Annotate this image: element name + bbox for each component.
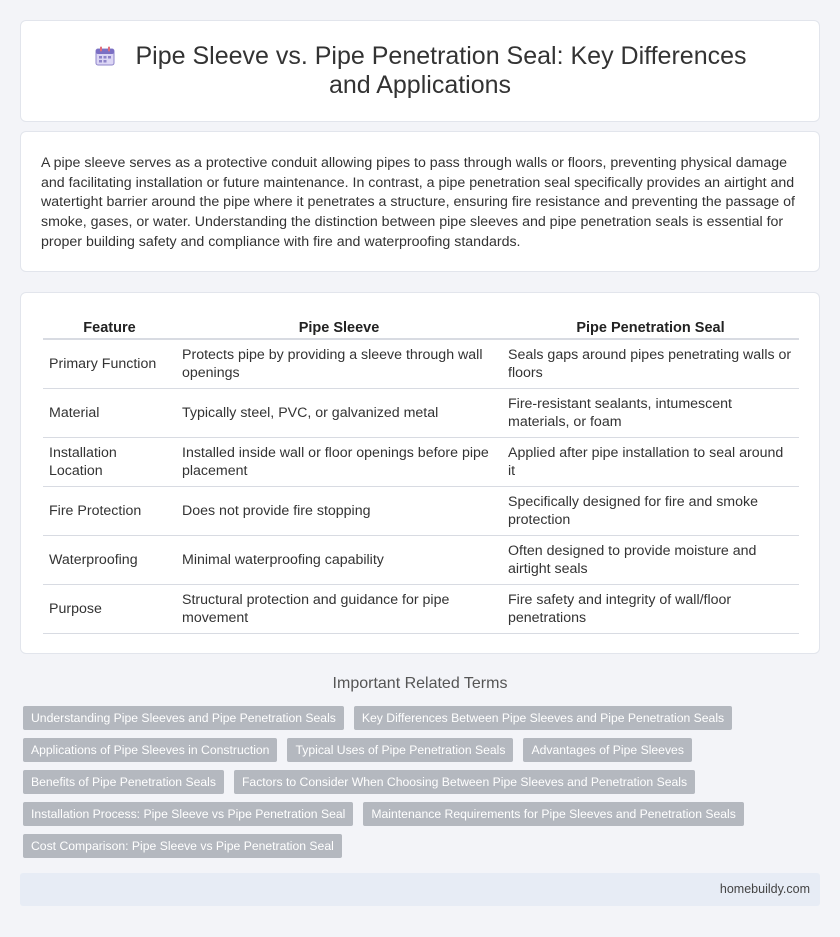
table-row [43,535,799,584]
feature-cell: Fire Protection [43,486,176,535]
pipe-sleeve-cell: Does not provide fire stopping [176,486,502,535]
page-title-text: Pipe Sleeve vs. Pipe Penetration Seal: Key Differences and Applications [135,42,747,99]
footer-site[interactable]: homebuildy.com [719,882,810,896]
penetration-seal-cell: Often designed to provide moisture and airtight seals [502,535,799,584]
pipe-sleeve-cell: Typically steel, PVC, or galvanized metal [176,388,502,437]
tag-row [23,802,823,826]
tag-row [23,834,823,858]
penetration-seal-cell: Specifically designed for fire and smoke protection [502,486,799,535]
related-term-tag[interactable]: Benefits of Pipe Penetration Seals [23,770,224,794]
table-row [43,339,799,388]
related-term-tag[interactable]: Advantages of Pipe Sleeves [523,738,691,762]
feature-cell: Waterproofing [43,535,176,584]
feature-cell: Installation Location [43,437,176,486]
comparison-card [20,292,820,654]
feature-cell: Purpose [43,584,176,633]
header-feature: Feature [43,313,176,339]
title-card [20,20,820,122]
related-term-tag[interactable]: Factors to Consider When Choosing Between Pipe Sleeves and Penetration Seals [234,770,695,794]
page-title [70,42,770,100]
table-row [43,584,799,633]
comparison-table [43,313,799,634]
penetration-seal-cell: Fire safety and integrity of wall/floor penetrations [502,584,799,633]
table-row [43,388,799,437]
footer [20,873,820,906]
related-term-tag[interactable]: Applications of Pipe Sleeves in Construction [23,738,277,762]
intro-paragraph: A pipe sleeve serves as a protective conduit allowing pipes to pass through walls or floors, preventing physical damage and facilitating installation or future maintenance. In contrast, a pipe penetration seal specifically provides an airtight and watertight barrier around the pipe where it penetrates a structure, ensuring fire resistance and preventing the passage of smoke, gases, or water. Understanding the distinction between pipe sleeves and pipe penetration seals is essential for proper building safety and compliance with fire and waterproofing standards. [41,155,795,250]
pipe-sleeve-cell: Minimal waterproofing capability [176,535,502,584]
related-term-tag[interactable]: Understanding Pipe Sleeves and Pipe Penetration Seals [23,706,344,730]
related-term-tag[interactable]: Key Differences Between Pipe Sleeves and Pipe Penetration Seals [354,706,732,730]
header-pipe-sleeve: Pipe Sleeve [176,313,502,339]
tag-row [23,738,823,762]
related-term-tag[interactable]: Cost Comparison: Pipe Sleeve vs Pipe Penetration Seal [23,834,342,858]
related-terms-title: Important Related Terms [332,675,508,692]
related-terms-list [23,706,823,866]
penetration-seal-cell: Seals gaps around pipes penetrating walls or floors [502,339,799,388]
header-penetration-seal: Pipe Penetration Seal [502,313,799,339]
pipe-sleeve-cell: Structural protection and guidance for pipe movement [176,584,502,633]
related-term-tag[interactable]: Typical Uses of Pipe Penetration Seals [287,738,513,762]
penetration-seal-cell: Applied after pipe installation to seal around it [502,437,799,486]
pipe-sleeve-cell: Installed inside wall or floor openings before pipe placement [176,437,502,486]
penetration-seal-cell: Fire-resistant sealants, intumescent materials, or foam [502,388,799,437]
table-row [43,437,799,486]
intro-card [20,131,820,272]
related-term-tag[interactable]: Maintenance Requirements for Pipe Sleeves and Penetration Seals [363,802,744,826]
table-header-row [43,313,799,339]
tag-row [23,770,823,794]
pipe-sleeve-cell: Protects pipe by providing a sleeve through wall openings [176,339,502,388]
related-term-tag[interactable]: Installation Process: Pipe Sleeve vs Pipe Penetration Seal [23,802,353,826]
tag-row [23,706,823,730]
calendar-icon [94,45,116,67]
feature-cell: Material [43,388,176,437]
table-row [43,486,799,535]
feature-cell: Primary Function [43,339,176,388]
